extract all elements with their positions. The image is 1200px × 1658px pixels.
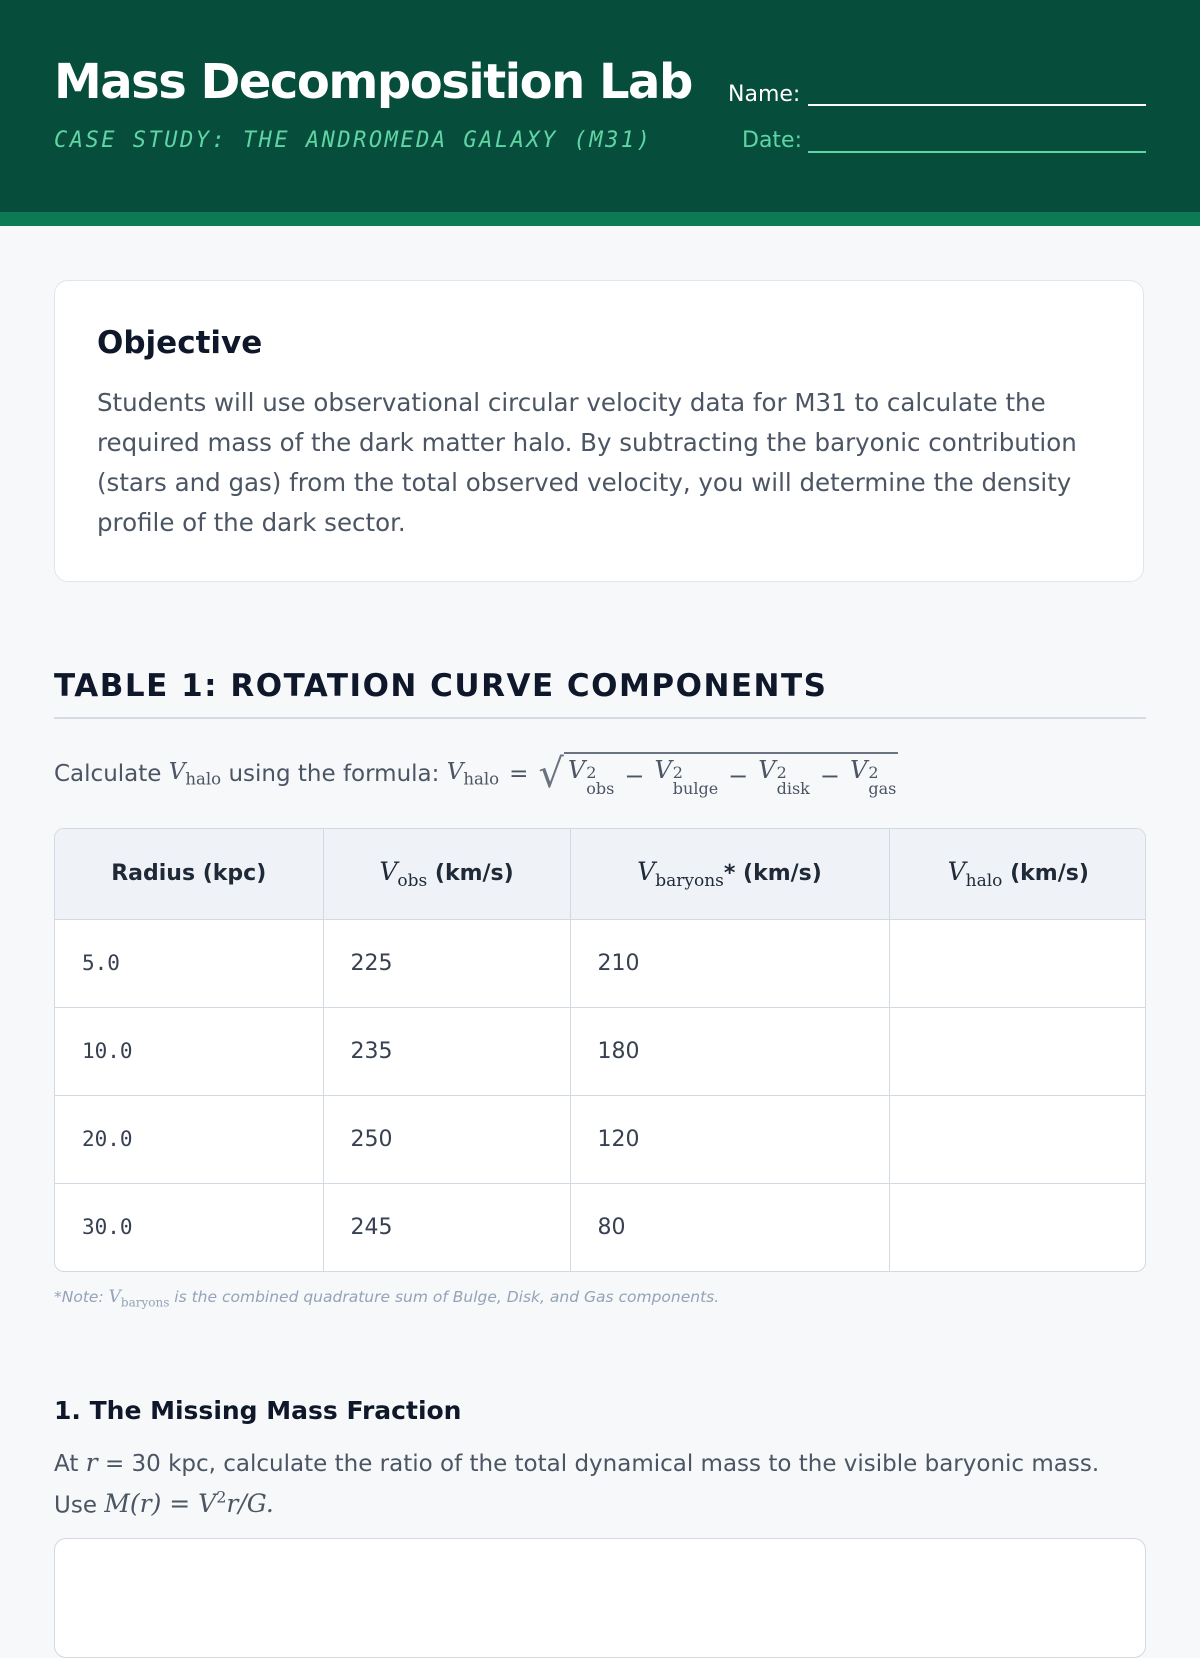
col-header-v-baryons: $V_{baryons}*$ (km/s) — [570, 829, 889, 919]
cell-v-obs: 225 — [323, 919, 570, 1007]
page-title: Mass Decomposition Lab — [54, 54, 692, 110]
date-field[interactable] — [808, 151, 1146, 153]
cell-v-obs: 250 — [323, 1095, 570, 1183]
question-1-title: 1. The Missing Mass Fraction — [54, 1396, 462, 1425]
sqrt-expression — [538, 752, 898, 797]
radicand: V 2 obs − V 2 bulge − V 2 disk − V 2 gas — [564, 752, 898, 797]
rotation-curve-table — [54, 828, 1146, 1272]
cell-radius: 20.0 — [55, 1095, 323, 1183]
formula-instruction — [54, 748, 898, 800]
cell-radius: 10.0 — [55, 1007, 323, 1095]
objective-card — [54, 280, 1144, 582]
table-row — [55, 1183, 1146, 1271]
formula-prefix: Calculate — [54, 761, 162, 787]
equals-sign: = — [509, 761, 529, 787]
header-accent-stripe — [0, 212, 1200, 226]
term-disk: V 2 disk — [758, 755, 810, 798]
cell-v-obs: 245 — [323, 1183, 570, 1271]
cell-v-baryons: 210 — [570, 919, 889, 1007]
table-row — [55, 1095, 1146, 1183]
col-header-radius: Radius (kpc) — [55, 829, 323, 919]
table-header-row — [55, 829, 1146, 919]
objective-heading: Objective — [97, 325, 263, 361]
v-baryons-symbol: $V_{baryons}$ — [108, 1287, 170, 1310]
term-obs: V 2 obs — [567, 755, 615, 798]
table-row — [55, 919, 1146, 1007]
case-study-subtitle: CASE STUDY: THE ANDROMEDA GALAXY (M31) — [54, 128, 653, 153]
cell-v-halo-answer[interactable] — [889, 1007, 1146, 1095]
cell-v-halo-answer[interactable] — [889, 1183, 1146, 1271]
name-field[interactable] — [808, 104, 1146, 106]
question-1-answer-box[interactable] — [54, 1538, 1146, 1658]
name-label: Name: — [728, 82, 801, 107]
mass-formula: $M(r) = V^2r/G$. — [104, 1488, 274, 1519]
objective-body: Students will use observational circular velocity data for M31 to calculate the required mass of the dark matter halo. By subtracting the baryonic contribution (stars and gas) from the total observed velocity, you will determine the density profile of the dark sector. — [97, 388, 1077, 537]
term-bulge: V 2 bulge — [654, 755, 719, 798]
cell-v-baryons: 120 — [570, 1095, 889, 1183]
col-header-v-halo: $V_{halo}$ (km/s) — [889, 829, 1146, 919]
question-1-text: At r = 30 kpc, calculate the ratio of the total dynamical mass to the visible baryonic mass. Use $M(r) = V^2r/G$. — [54, 1448, 1100, 1519]
sqrt-sign-icon: √ — [538, 751, 564, 797]
header-banner — [0, 0, 1200, 212]
cell-v-halo-answer[interactable] — [889, 1095, 1146, 1183]
cell-radius: 5.0 — [55, 919, 323, 1007]
cell-v-baryons: 80 — [570, 1183, 889, 1271]
table-row — [55, 1007, 1146, 1095]
formula-mid: using the formula: — [228, 761, 440, 787]
col-header-v-obs: $V_{obs}$ (km/s) — [323, 829, 570, 919]
term-gas: V 2 gas — [849, 755, 897, 798]
table-section-title: TABLE 1: ROTATION CURVE COMPONENTS — [54, 668, 828, 704]
cell-v-baryons: 180 — [570, 1007, 889, 1095]
cell-v-halo-answer[interactable] — [889, 919, 1146, 1007]
v-halo-lhs: $V_{halo}$ — [446, 759, 500, 789]
v-halo-symbol: $V_{halo}$ — [168, 759, 222, 789]
date-label: Date: — [742, 128, 802, 153]
table-footnote: *Note: $V_{baryons}$ is the combined quadrature sum of Bulge, Disk, and Gas components. — [54, 1287, 720, 1310]
section-divider — [54, 717, 1146, 719]
cell-v-obs: 235 — [323, 1007, 570, 1095]
cell-radius: 30.0 — [55, 1183, 323, 1271]
